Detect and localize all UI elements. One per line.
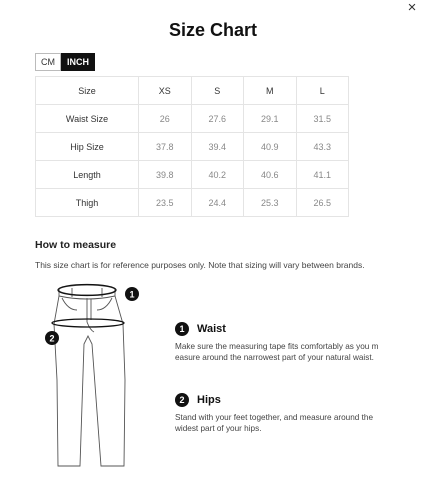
- marker-2-label: 2: [49, 333, 55, 344]
- table-row: [36, 161, 349, 189]
- row-label: Waist Size: [36, 105, 139, 133]
- pants-diagram-illustration: [44, 280, 154, 472]
- size-table: [35, 76, 349, 217]
- table-cell: 40.6: [244, 161, 297, 189]
- how-to-measure-heading: How to measure: [35, 239, 117, 251]
- table-cell: 24.4: [191, 189, 244, 217]
- how-to-measure-description: This size chart is for reference purposes only. Note that sizing will vary between brands.: [35, 260, 365, 270]
- table-cell: 40.9: [244, 133, 297, 161]
- table-header-row: [36, 77, 349, 105]
- modal-title: Size Chart: [168, 20, 258, 40]
- table-cell: 40.2: [191, 161, 244, 189]
- pants-outline: [54, 296, 125, 466]
- table-cell: 43.3: [296, 133, 349, 161]
- table-cell: 25.3: [244, 189, 297, 217]
- table-cell: 39.4: [191, 133, 244, 161]
- marker-1-label: 1: [129, 289, 135, 300]
- table-cell: 37.8: [139, 133, 192, 161]
- unit-inch-button[interactable]: INCH: [61, 53, 95, 71]
- step-number-badge: 1: [175, 322, 189, 336]
- table-row: [36, 133, 349, 161]
- table-cell: 23.5: [139, 189, 192, 217]
- row-label: Thigh: [36, 189, 139, 217]
- hip-measure-line: [52, 319, 124, 327]
- waist-measure-line: [58, 285, 116, 296]
- step-title: Waist: [197, 323, 226, 335]
- table-header: Size: [36, 77, 139, 105]
- table-row: [36, 105, 349, 133]
- table-header: XS: [139, 77, 192, 105]
- table-cell: 39.8: [139, 161, 192, 189]
- row-label: Length: [36, 161, 139, 189]
- close-icon[interactable]: ×: [407, 0, 417, 16]
- table-cell: 41.1: [296, 161, 349, 189]
- unit-cm-button[interactable]: CM: [35, 53, 61, 71]
- table-header: M: [244, 77, 297, 105]
- table-row: [36, 189, 349, 217]
- table-cell: 26: [139, 105, 192, 133]
- step-description: Make sure the measuring tape fits comfortably as you m easure around the narrowest part of your natural waist.: [175, 342, 379, 362]
- step-title: Hips: [197, 394, 221, 406]
- table-cell: 27.6: [191, 105, 244, 133]
- row-label: Hip Size: [36, 133, 139, 161]
- table-cell: 31.5: [296, 105, 349, 133]
- table-cell: 29.1: [244, 105, 297, 133]
- step-number-badge: 2: [175, 393, 189, 407]
- table-header: L: [296, 77, 349, 105]
- table-header: S: [191, 77, 244, 105]
- table-cell: 26.5: [296, 189, 349, 217]
- step-description: Stand with your feet together, and measure around the widest part of your hips.: [175, 413, 373, 433]
- unit-toggle: [35, 53, 95, 71]
